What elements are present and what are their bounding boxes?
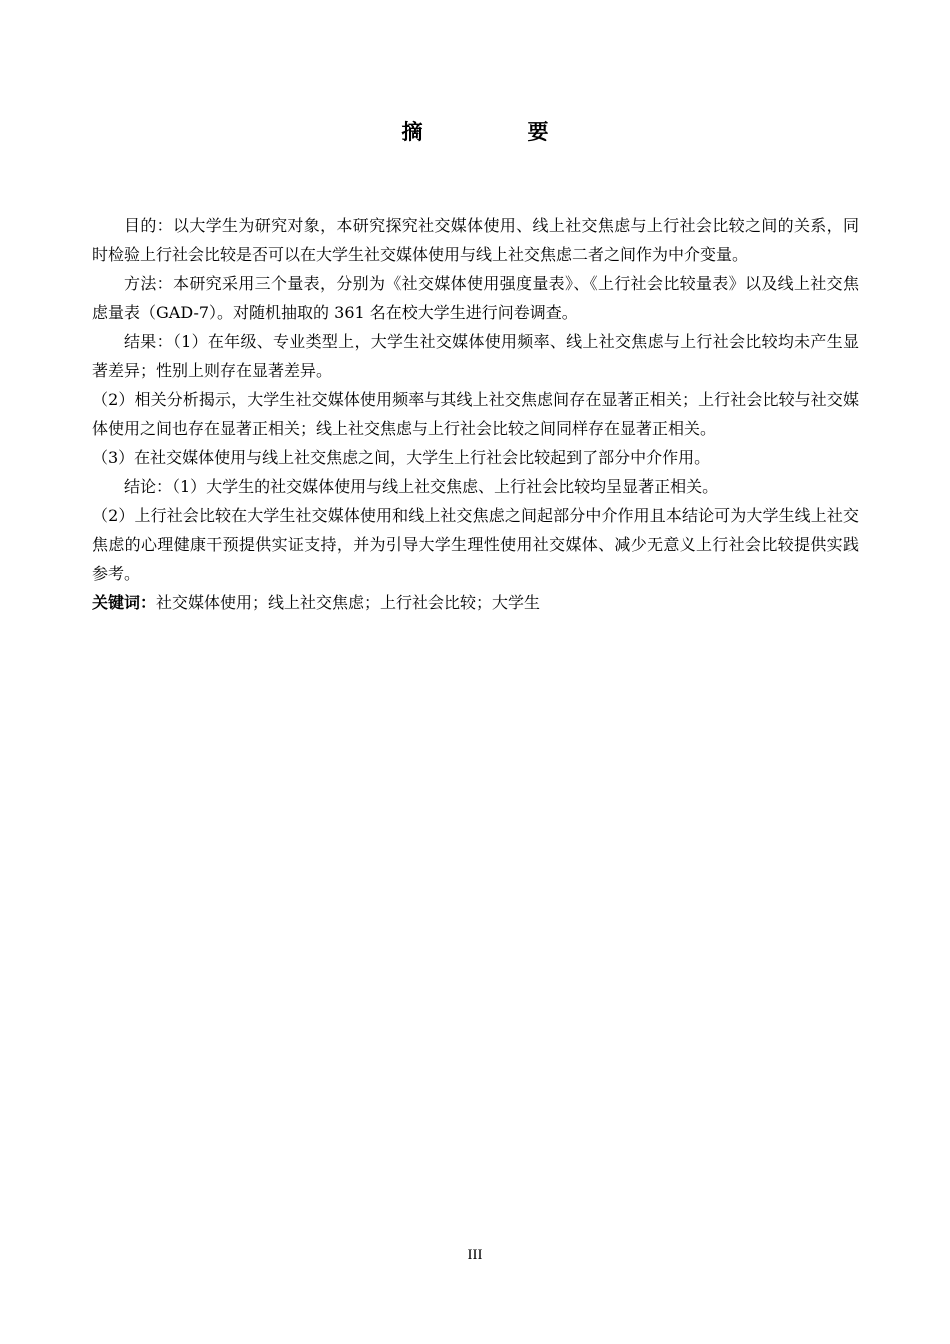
abstract-body bbox=[92, 211, 859, 617]
conclusion-paragraph-1: 结论：（1）大学生的社交媒体使用与线上社交焦虑、上行社会比较均呈显著正相关。 bbox=[124, 477, 719, 496]
abstract-title: 摘 要 bbox=[401, 120, 591, 144]
result-paragraph-2: （2）相关分析揭示，大学生社交媒体使用频率与其线上社交焦虑间存在显著正相关；上行社会比较与社交媒体使用之间也存在显著正相关；线上社交焦虑与上行社会比较之间同样存在显著正相关。 bbox=[92, 390, 859, 438]
keywords-text: 社交媒体使用；线上社交焦虑；上行社会比较；大学生 bbox=[156, 593, 541, 612]
conclusion-paragraph-2: （2）上行社会比较在大学生社交媒体使用和线上社交焦虑之间起部分中介作用且本结论可为大学生线上社交焦虑的心理健康干预提供实证支持，并为引导大学生理性使用社交媒体、减少无意义上行社会比较提供实践参考。 bbox=[92, 506, 859, 583]
result-paragraph-3: （3）在社交媒体使用与线上社交焦虑之间，大学生上行社会比较起到了部分中介作用。 bbox=[92, 448, 711, 467]
keywords-line bbox=[92, 588, 859, 617]
result-paragraph-1: 结果：（1）在年级、专业类型上，大学生社交媒体使用频率、线上社交焦虑与上行社会比较均未产生显著差异；性别上则存在显著差异。 bbox=[92, 332, 859, 380]
method-paragraph: 方法：本研究采用三个量表，分别为《社交媒体使用强度量表》、《上行社会比较量表》以及线上社交焦虑量表（GAD-7）。对随机抽取的 361 名在校大学生进行问卷调查。 bbox=[92, 274, 859, 322]
page-number: III bbox=[467, 1247, 483, 1263]
keywords-label: 关键词： bbox=[92, 593, 157, 612]
purpose-paragraph: 目的：以大学生为研究对象，本研究探究社交媒体使用、线上社交焦虑与上行社会比较之间的关系，同时检验上行社会比较是否可以在大学生社交媒体使用与线上社交焦虑二者之间作为中介变量。 bbox=[92, 216, 859, 264]
